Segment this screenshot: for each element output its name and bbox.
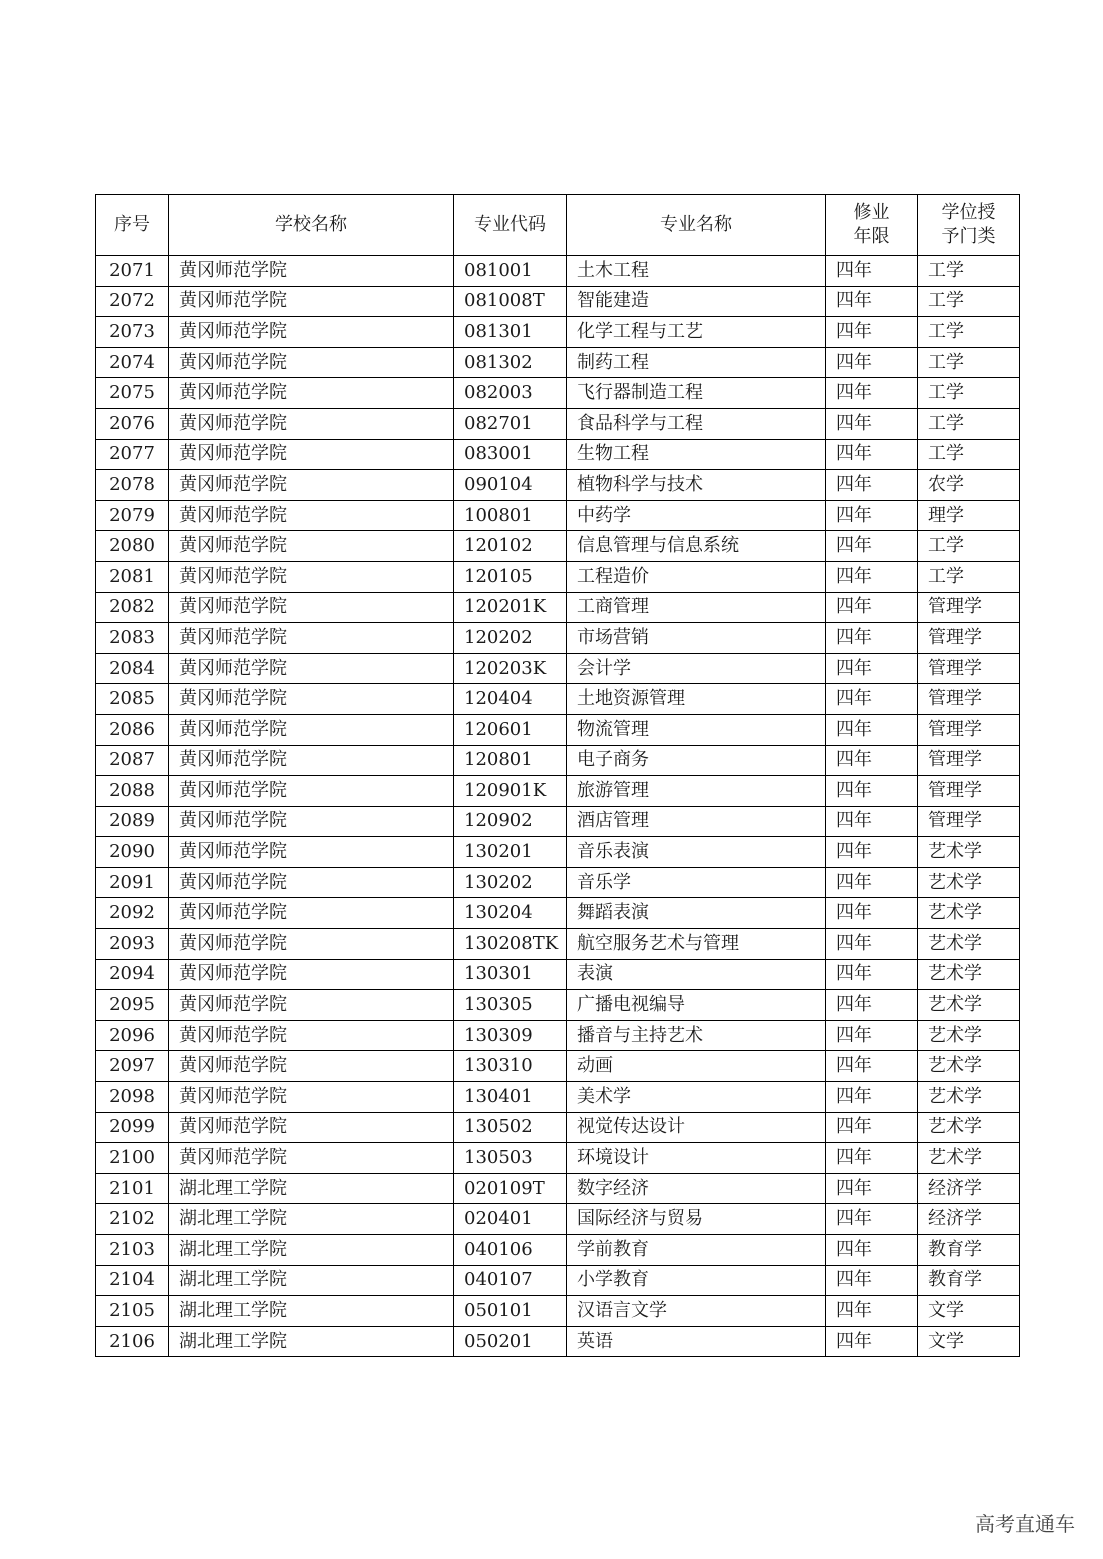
table-row bbox=[96, 470, 1020, 501]
cell-seq: 2072 bbox=[96, 286, 169, 317]
cell-degree: 工学 bbox=[918, 408, 1020, 439]
cell-major: 环境设计 bbox=[567, 1143, 826, 1174]
cell-school: 黄冈师范学院 bbox=[169, 592, 454, 623]
table-row bbox=[96, 1051, 1020, 1082]
cell-seq: 2089 bbox=[96, 806, 169, 837]
header-degree: 学位授予门类 bbox=[918, 195, 1020, 256]
cell-degree: 艺术学 bbox=[918, 959, 1020, 990]
cell-code: 081302 bbox=[454, 347, 567, 378]
cell-duration: 四年 bbox=[826, 378, 918, 409]
cell-degree: 艺术学 bbox=[918, 1020, 1020, 1051]
table-row bbox=[96, 1112, 1020, 1143]
cell-seq: 2086 bbox=[96, 714, 169, 745]
cell-duration: 四年 bbox=[826, 990, 918, 1021]
table-row bbox=[96, 1082, 1020, 1113]
cell-school: 黄冈师范学院 bbox=[169, 776, 454, 807]
table-row bbox=[96, 1265, 1020, 1296]
table-row bbox=[96, 500, 1020, 531]
cell-school: 黄冈师范学院 bbox=[169, 1082, 454, 1113]
cell-major: 生物工程 bbox=[567, 439, 826, 470]
cell-degree: 工学 bbox=[918, 317, 1020, 348]
cell-degree: 艺术学 bbox=[918, 1143, 1020, 1174]
cell-duration: 四年 bbox=[826, 500, 918, 531]
cell-degree: 艺术学 bbox=[918, 929, 1020, 960]
cell-duration: 四年 bbox=[826, 929, 918, 960]
cell-code: 130310 bbox=[454, 1051, 567, 1082]
cell-school: 湖北理工学院 bbox=[169, 1235, 454, 1266]
cell-school: 黄冈师范学院 bbox=[169, 990, 454, 1021]
cell-school: 黄冈师范学院 bbox=[169, 317, 454, 348]
cell-degree: 艺术学 bbox=[918, 867, 1020, 898]
cell-seq: 2071 bbox=[96, 256, 169, 287]
cell-seq: 2082 bbox=[96, 592, 169, 623]
cell-duration: 四年 bbox=[826, 867, 918, 898]
cell-degree: 工学 bbox=[918, 439, 1020, 470]
cell-code: 050201 bbox=[454, 1326, 567, 1357]
table-header bbox=[96, 195, 1020, 256]
table-row bbox=[96, 378, 1020, 409]
cell-degree: 经济学 bbox=[918, 1173, 1020, 1204]
cell-code: 120201K bbox=[454, 592, 567, 623]
cell-code: 120901K bbox=[454, 776, 567, 807]
cell-major: 物流管理 bbox=[567, 714, 826, 745]
cell-major: 音乐表演 bbox=[567, 837, 826, 868]
cell-major: 播音与主持艺术 bbox=[567, 1020, 826, 1051]
cell-school: 湖北理工学院 bbox=[169, 1326, 454, 1357]
cell-code: 120902 bbox=[454, 806, 567, 837]
cell-degree: 经济学 bbox=[918, 1204, 1020, 1235]
table-row bbox=[96, 837, 1020, 868]
header-row bbox=[96, 195, 1020, 256]
cell-major: 制药工程 bbox=[567, 347, 826, 378]
cell-code: 081301 bbox=[454, 317, 567, 348]
cell-school: 黄冈师范学院 bbox=[169, 653, 454, 684]
cell-duration: 四年 bbox=[826, 1112, 918, 1143]
cell-duration: 四年 bbox=[826, 623, 918, 654]
cell-duration: 四年 bbox=[826, 653, 918, 684]
cell-school: 黄冈师范学院 bbox=[169, 1143, 454, 1174]
table-row bbox=[96, 1173, 1020, 1204]
cell-duration: 四年 bbox=[826, 898, 918, 929]
cell-major: 酒店管理 bbox=[567, 806, 826, 837]
cell-code: 090104 bbox=[454, 470, 567, 501]
cell-seq: 2075 bbox=[96, 378, 169, 409]
table-row bbox=[96, 959, 1020, 990]
header-school: 学校名称 bbox=[169, 195, 454, 256]
table-row bbox=[96, 1326, 1020, 1357]
cell-duration: 四年 bbox=[826, 1173, 918, 1204]
cell-school: 黄冈师范学院 bbox=[169, 745, 454, 776]
cell-major: 旅游管理 bbox=[567, 776, 826, 807]
cell-school: 黄冈师范学院 bbox=[169, 929, 454, 960]
cell-code: 082701 bbox=[454, 408, 567, 439]
cell-major: 动画 bbox=[567, 1051, 826, 1082]
header-duration: 修业年限 bbox=[826, 195, 918, 256]
cell-code: 081008T bbox=[454, 286, 567, 317]
table-row bbox=[96, 867, 1020, 898]
table-row bbox=[96, 1235, 1020, 1266]
cell-seq: 2083 bbox=[96, 623, 169, 654]
cell-code: 130201 bbox=[454, 837, 567, 868]
cell-school: 黄冈师范学院 bbox=[169, 837, 454, 868]
cell-degree: 管理学 bbox=[918, 714, 1020, 745]
cell-seq: 2088 bbox=[96, 776, 169, 807]
header-code: 专业代码 bbox=[454, 195, 567, 256]
cell-seq: 2079 bbox=[96, 500, 169, 531]
cell-duration: 四年 bbox=[826, 531, 918, 562]
cell-seq: 2092 bbox=[96, 898, 169, 929]
cell-code: 130401 bbox=[454, 1082, 567, 1113]
cell-seq: 2076 bbox=[96, 408, 169, 439]
table-row bbox=[96, 806, 1020, 837]
cell-duration: 四年 bbox=[826, 776, 918, 807]
cell-code: 120105 bbox=[454, 561, 567, 592]
cell-school: 黄冈师范学院 bbox=[169, 684, 454, 715]
cell-seq: 2105 bbox=[96, 1296, 169, 1327]
cell-code: 040106 bbox=[454, 1235, 567, 1266]
cell-degree: 工学 bbox=[918, 561, 1020, 592]
cell-code: 130202 bbox=[454, 867, 567, 898]
cell-school: 黄冈师范学院 bbox=[169, 378, 454, 409]
table-row bbox=[96, 929, 1020, 960]
cell-major: 国际经济与贸易 bbox=[567, 1204, 826, 1235]
cell-degree: 教育学 bbox=[918, 1265, 1020, 1296]
cell-school: 黄冈师范学院 bbox=[169, 500, 454, 531]
cell-degree: 理学 bbox=[918, 500, 1020, 531]
cell-code: 130305 bbox=[454, 990, 567, 1021]
cell-school: 湖北理工学院 bbox=[169, 1265, 454, 1296]
cell-degree: 管理学 bbox=[918, 684, 1020, 715]
cell-duration: 四年 bbox=[826, 1235, 918, 1266]
cell-school: 黄冈师范学院 bbox=[169, 714, 454, 745]
cell-code: 020109T bbox=[454, 1173, 567, 1204]
cell-school: 黄冈师范学院 bbox=[169, 531, 454, 562]
table-row bbox=[96, 623, 1020, 654]
cell-degree: 工学 bbox=[918, 347, 1020, 378]
table-row bbox=[96, 347, 1020, 378]
cell-duration: 四年 bbox=[826, 1082, 918, 1113]
cell-seq: 2090 bbox=[96, 837, 169, 868]
cell-major: 表演 bbox=[567, 959, 826, 990]
cell-seq: 2094 bbox=[96, 959, 169, 990]
cell-degree: 管理学 bbox=[918, 592, 1020, 623]
cell-duration: 四年 bbox=[826, 561, 918, 592]
cell-major: 土地资源管理 bbox=[567, 684, 826, 715]
cell-school: 黄冈师范学院 bbox=[169, 561, 454, 592]
cell-seq: 2078 bbox=[96, 470, 169, 501]
cell-duration: 四年 bbox=[826, 1265, 918, 1296]
cell-degree: 文学 bbox=[918, 1326, 1020, 1357]
cell-code: 120404 bbox=[454, 684, 567, 715]
cell-duration: 四年 bbox=[826, 1204, 918, 1235]
cell-school: 黄冈师范学院 bbox=[169, 256, 454, 287]
cell-seq: 2106 bbox=[96, 1326, 169, 1357]
cell-duration: 四年 bbox=[826, 959, 918, 990]
cell-degree: 农学 bbox=[918, 470, 1020, 501]
cell-degree: 文学 bbox=[918, 1296, 1020, 1327]
cell-degree: 艺术学 bbox=[918, 837, 1020, 868]
cell-seq: 2087 bbox=[96, 745, 169, 776]
table-row bbox=[96, 1143, 1020, 1174]
cell-duration: 四年 bbox=[826, 1051, 918, 1082]
table-row bbox=[96, 684, 1020, 715]
cell-major: 化学工程与工艺 bbox=[567, 317, 826, 348]
cell-code: 130502 bbox=[454, 1112, 567, 1143]
majors-table bbox=[95, 194, 1020, 1357]
cell-duration: 四年 bbox=[826, 317, 918, 348]
cell-code: 120203K bbox=[454, 653, 567, 684]
cell-code: 120202 bbox=[454, 623, 567, 654]
cell-major: 电子商务 bbox=[567, 745, 826, 776]
cell-seq: 2097 bbox=[96, 1051, 169, 1082]
cell-degree: 艺术学 bbox=[918, 990, 1020, 1021]
cell-major: 食品科学与工程 bbox=[567, 408, 826, 439]
cell-school: 黄冈师范学院 bbox=[169, 898, 454, 929]
cell-seq: 2095 bbox=[96, 990, 169, 1021]
cell-code: 120601 bbox=[454, 714, 567, 745]
cell-seq: 2077 bbox=[96, 439, 169, 470]
cell-major: 音乐学 bbox=[567, 867, 826, 898]
cell-code: 083001 bbox=[454, 439, 567, 470]
cell-major: 飞行器制造工程 bbox=[567, 378, 826, 409]
cell-code: 081001 bbox=[454, 256, 567, 287]
cell-school: 黄冈师范学院 bbox=[169, 408, 454, 439]
cell-major: 广播电视编导 bbox=[567, 990, 826, 1021]
cell-seq: 2103 bbox=[96, 1235, 169, 1266]
cell-seq: 2073 bbox=[96, 317, 169, 348]
cell-major: 学前教育 bbox=[567, 1235, 826, 1266]
cell-degree: 工学 bbox=[918, 378, 1020, 409]
cell-duration: 四年 bbox=[826, 470, 918, 501]
cell-school: 黄冈师范学院 bbox=[169, 959, 454, 990]
cell-degree: 管理学 bbox=[918, 806, 1020, 837]
cell-school: 湖北理工学院 bbox=[169, 1204, 454, 1235]
cell-major: 会计学 bbox=[567, 653, 826, 684]
cell-code: 120801 bbox=[454, 745, 567, 776]
cell-major: 市场营销 bbox=[567, 623, 826, 654]
cell-code: 130503 bbox=[454, 1143, 567, 1174]
cell-seq: 2100 bbox=[96, 1143, 169, 1174]
cell-degree: 管理学 bbox=[918, 745, 1020, 776]
cell-major: 工商管理 bbox=[567, 592, 826, 623]
cell-school: 黄冈师范学院 bbox=[169, 439, 454, 470]
watermark: 高考直通车 bbox=[975, 1512, 1075, 1536]
cell-duration: 四年 bbox=[826, 256, 918, 287]
cell-duration: 四年 bbox=[826, 806, 918, 837]
table-body bbox=[96, 256, 1020, 1357]
cell-duration: 四年 bbox=[826, 684, 918, 715]
cell-degree: 管理学 bbox=[918, 776, 1020, 807]
cell-degree: 艺术学 bbox=[918, 1112, 1020, 1143]
cell-seq: 2099 bbox=[96, 1112, 169, 1143]
cell-seq: 2091 bbox=[96, 867, 169, 898]
table-row bbox=[96, 439, 1020, 470]
cell-school: 黄冈师范学院 bbox=[169, 806, 454, 837]
cell-seq: 2074 bbox=[96, 347, 169, 378]
table-row bbox=[96, 1204, 1020, 1235]
cell-degree: 艺术学 bbox=[918, 898, 1020, 929]
cell-school: 黄冈师范学院 bbox=[169, 286, 454, 317]
cell-seq: 2096 bbox=[96, 1020, 169, 1051]
table-row bbox=[96, 256, 1020, 287]
cell-code: 082003 bbox=[454, 378, 567, 409]
cell-code: 050101 bbox=[454, 1296, 567, 1327]
cell-seq: 2080 bbox=[96, 531, 169, 562]
cell-duration: 四年 bbox=[826, 1326, 918, 1357]
table-row bbox=[96, 653, 1020, 684]
table-row bbox=[96, 286, 1020, 317]
table-row bbox=[96, 531, 1020, 562]
cell-major: 小学教育 bbox=[567, 1265, 826, 1296]
cell-school: 黄冈师范学院 bbox=[169, 1112, 454, 1143]
cell-code: 020401 bbox=[454, 1204, 567, 1235]
cell-major: 汉语言文学 bbox=[567, 1296, 826, 1327]
table-row bbox=[96, 714, 1020, 745]
cell-duration: 四年 bbox=[826, 347, 918, 378]
cell-major: 舞蹈表演 bbox=[567, 898, 826, 929]
table-row bbox=[96, 561, 1020, 592]
table-row bbox=[96, 776, 1020, 807]
cell-seq: 2081 bbox=[96, 561, 169, 592]
cell-major: 工程造价 bbox=[567, 561, 826, 592]
cell-major: 航空服务艺术与管理 bbox=[567, 929, 826, 960]
cell-seq: 2098 bbox=[96, 1082, 169, 1113]
table-row bbox=[96, 317, 1020, 348]
cell-seq: 2084 bbox=[96, 653, 169, 684]
table-row bbox=[96, 898, 1020, 929]
cell-school: 黄冈师范学院 bbox=[169, 1051, 454, 1082]
table-row bbox=[96, 408, 1020, 439]
cell-major: 智能建造 bbox=[567, 286, 826, 317]
header-major: 专业名称 bbox=[567, 195, 826, 256]
cell-code: 130208TK bbox=[454, 929, 567, 960]
table-row bbox=[96, 592, 1020, 623]
cell-duration: 四年 bbox=[826, 286, 918, 317]
cell-duration: 四年 bbox=[826, 1296, 918, 1327]
cell-duration: 四年 bbox=[826, 408, 918, 439]
cell-major: 土木工程 bbox=[567, 256, 826, 287]
cell-duration: 四年 bbox=[826, 1143, 918, 1174]
header-seq: 序号 bbox=[96, 195, 169, 256]
cell-degree: 工学 bbox=[918, 531, 1020, 562]
cell-code: 130301 bbox=[454, 959, 567, 990]
cell-degree: 管理学 bbox=[918, 623, 1020, 654]
cell-major: 美术学 bbox=[567, 1082, 826, 1113]
cell-major: 英语 bbox=[567, 1326, 826, 1357]
cell-seq: 2093 bbox=[96, 929, 169, 960]
cell-school: 湖北理工学院 bbox=[169, 1173, 454, 1204]
cell-degree: 艺术学 bbox=[918, 1082, 1020, 1113]
cell-code: 120102 bbox=[454, 531, 567, 562]
cell-major: 数字经济 bbox=[567, 1173, 826, 1204]
cell-code: 100801 bbox=[454, 500, 567, 531]
cell-degree: 管理学 bbox=[918, 653, 1020, 684]
cell-code: 130204 bbox=[454, 898, 567, 929]
cell-seq: 2104 bbox=[96, 1265, 169, 1296]
cell-major: 信息管理与信息系统 bbox=[567, 531, 826, 562]
table-row bbox=[96, 990, 1020, 1021]
cell-duration: 四年 bbox=[826, 439, 918, 470]
cell-duration: 四年 bbox=[826, 592, 918, 623]
cell-duration: 四年 bbox=[826, 745, 918, 776]
cell-duration: 四年 bbox=[826, 837, 918, 868]
cell-major: 视觉传达设计 bbox=[567, 1112, 826, 1143]
cell-code: 040107 bbox=[454, 1265, 567, 1296]
cell-school: 湖北理工学院 bbox=[169, 1296, 454, 1327]
cell-seq: 2085 bbox=[96, 684, 169, 715]
cell-degree: 工学 bbox=[918, 286, 1020, 317]
cell-school: 黄冈师范学院 bbox=[169, 470, 454, 501]
cell-school: 黄冈师范学院 bbox=[169, 1020, 454, 1051]
cell-seq: 2102 bbox=[96, 1204, 169, 1235]
table-row bbox=[96, 1296, 1020, 1327]
table-row bbox=[96, 745, 1020, 776]
cell-major: 中药学 bbox=[567, 500, 826, 531]
cell-school: 黄冈师范学院 bbox=[169, 867, 454, 898]
cell-seq: 2101 bbox=[96, 1173, 169, 1204]
table-row bbox=[96, 1020, 1020, 1051]
cell-degree: 艺术学 bbox=[918, 1051, 1020, 1082]
cell-duration: 四年 bbox=[826, 1020, 918, 1051]
cell-duration: 四年 bbox=[826, 714, 918, 745]
cell-school: 黄冈师范学院 bbox=[169, 623, 454, 654]
cell-degree: 工学 bbox=[918, 256, 1020, 287]
cell-degree: 教育学 bbox=[918, 1235, 1020, 1266]
cell-code: 130309 bbox=[454, 1020, 567, 1051]
cell-school: 黄冈师范学院 bbox=[169, 347, 454, 378]
cell-major: 植物科学与技术 bbox=[567, 470, 826, 501]
